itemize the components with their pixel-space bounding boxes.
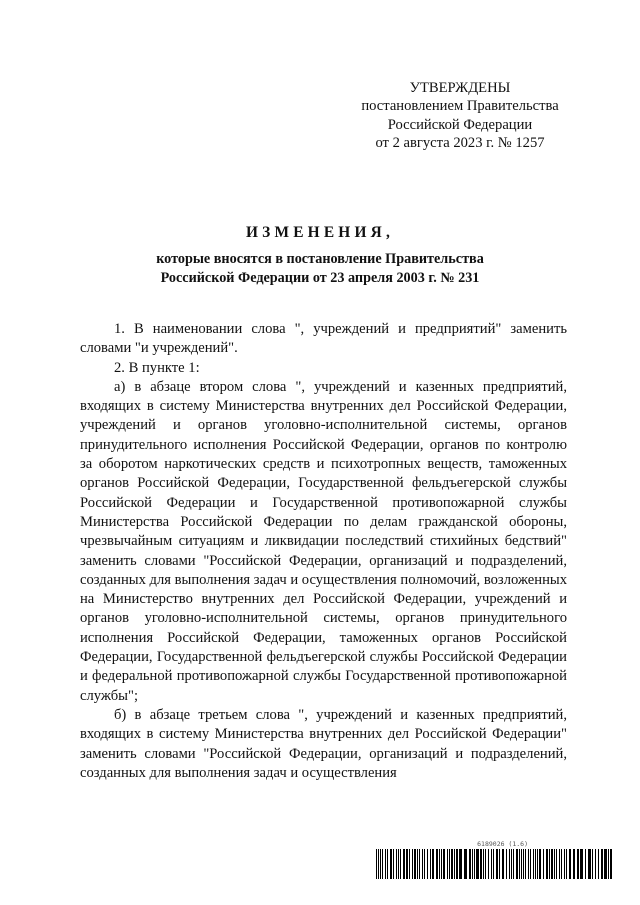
barcode-bar <box>595 849 596 879</box>
barcode-bar <box>561 849 562 879</box>
barcode-bar <box>577 849 579 879</box>
barcode-bar <box>441 849 442 879</box>
barcode-bar <box>580 849 583 879</box>
barcode-bar <box>412 849 413 879</box>
barcode-bar <box>443 849 445 879</box>
barcode-bar <box>499 849 500 879</box>
approval-decree: постановлением Правительства <box>361 98 559 115</box>
barcode-bar <box>525 849 526 879</box>
barcode-code: 6189026 (1.6) <box>477 840 528 848</box>
barcode-bar <box>447 849 448 879</box>
barcode-bar <box>573 849 575 879</box>
paragraph-4: б) в абзаце третьем слова ", учреждений и казенных предприятий, входящих в систему Министерства внутренних дел Российской Федерации" заменить словами "Российской Федерации, организаций и подразделений, созданных для выполнения задач и осуществления <box>80 706 567 781</box>
barcode-bar <box>496 849 498 879</box>
barcode-bar <box>539 849 541 879</box>
barcode-bar <box>488 849 489 879</box>
paragraph-2: 2. В пункте 1: <box>114 359 200 376</box>
barcode-bar <box>459 849 462 879</box>
barcode-bar <box>511 849 512 879</box>
barcode-bar <box>409 849 410 879</box>
approval-country: Российской Федерации <box>387 116 533 133</box>
barcode-bar <box>485 849 486 879</box>
barcode-bar <box>396 849 397 879</box>
barcode-bar <box>588 849 591 879</box>
barcode-bar <box>608 849 609 879</box>
barcode-bar <box>382 849 383 879</box>
barcode-bar <box>417 849 418 879</box>
barcode-bar <box>449 849 450 879</box>
barcode-bar <box>406 849 408 879</box>
barcode-bar <box>419 849 420 879</box>
barcode-bar <box>519 849 520 879</box>
barcode-bar <box>569 849 571 879</box>
barcode-bar <box>556 849 557 879</box>
barcode-bar <box>491 849 492 879</box>
barcode-bar <box>549 849 550 879</box>
barcode-bar <box>559 849 560 879</box>
barcode-bar <box>604 849 607 879</box>
barcode-bar <box>610 849 612 879</box>
barcode-bar <box>451 849 453 879</box>
subtitle-line-1: которые вносятся в постановление Правительства <box>156 251 484 267</box>
barcode-bar <box>502 849 504 879</box>
barcode-bar <box>535 849 536 879</box>
barcode-bar <box>454 849 455 879</box>
barcode-bar <box>523 849 524 879</box>
barcode-bar <box>469 849 471 879</box>
barcode-bar <box>400 849 401 879</box>
barcode-bar <box>564 849 565 879</box>
barcode-bar <box>533 849 534 879</box>
barcode-bar <box>585 849 586 879</box>
barcode-bar <box>436 849 438 879</box>
barcode-bar <box>472 849 473 879</box>
barcode-icon <box>376 849 614 879</box>
barcode-bar <box>528 849 529 879</box>
barcode-bar <box>480 849 482 879</box>
barcode-bar <box>390 849 392 879</box>
barcode-bar <box>513 849 514 879</box>
barcode-bar <box>430 849 431 879</box>
barcode-bar <box>537 849 538 879</box>
barcode-bar <box>566 849 567 879</box>
approval-heading: УТВЕРЖДЕНЫ <box>409 80 511 96</box>
barcode-bar <box>424 849 425 879</box>
approval-date-number: от 2 августа 2023 г. № 1257 <box>375 135 545 152</box>
barcode-bar <box>530 849 531 879</box>
approval-block <box>340 79 580 153</box>
subtitle-line-2: Российской Федерации от 23 апреля 2003 г. № 231 <box>160 270 480 286</box>
barcode-bar <box>385 849 386 879</box>
barcode-bar <box>393 849 394 879</box>
barcode-bar <box>592 849 593 879</box>
barcode-bar <box>422 849 423 879</box>
barcode-bar <box>476 849 479 879</box>
barcode-bar <box>516 849 518 879</box>
paragraph-3: а) в абзаце втором слова ", учреждений и казенных предприятий, входящих в систему Министерства внутренних дел Российской Федерации, учреждений и органов уголовно-исполнительной системы, органов принудительного исполнения Российской Федерации, органов по контролю за оборотом наркотических средств и психотропных веществ, таможенных органов Российской Федерации, Государственной фельдъегерской службы Российской Федерации и Государственной противопожарной службы Министерства Российской Федерации по делам гражданской обороны, чрезвычайным ситуациям и ликвидации последствий стихийных бедствий" заменить словами "Российской Федерации, организаций и подразделений, созданных для выполнения задач и осуществления полномочий, возложенных на Министерство внутренних дел Российской Федерации, учреждений и органов уголовно-исполнительной системы, органов принудительного исполнения Российской Федерации, таможенных органов Российской Федерации, Государственной фельдъегерской службы Российской Федерации и федеральной противопожарной службы Государственной противопожарной службы"; <box>80 378 567 704</box>
document-subtitle <box>0 250 640 288</box>
barcode-bar <box>483 849 484 879</box>
barcode-bar <box>601 849 603 879</box>
barcode-bar <box>403 849 405 879</box>
barcode-bar <box>509 849 510 879</box>
barcode-bar <box>414 849 416 879</box>
document-body <box>80 320 567 783</box>
barcode-bar <box>427 849 428 879</box>
barcode-bar <box>554 849 555 879</box>
barcode-bar <box>432 849 434 879</box>
barcode-bar <box>506 849 507 879</box>
barcode-bar <box>398 849 399 879</box>
document-title: ИЗМЕНЕНИЯ, <box>245 224 395 241</box>
barcode-bar <box>464 849 467 879</box>
barcode-block <box>376 840 614 879</box>
barcode-bar <box>598 849 599 879</box>
barcode-bar <box>376 849 377 879</box>
barcode-bar <box>521 849 522 879</box>
barcode-bar <box>380 849 381 879</box>
barcode-bar <box>551 849 553 879</box>
barcode-bar <box>387 849 388 879</box>
barcode-bar <box>439 849 440 879</box>
paragraph-1: 1. В наименовании слова ", учреждений и предприятий" заменить словами "и учреждений". <box>80 321 567 357</box>
barcode-bar <box>474 849 475 879</box>
barcode-bar <box>493 849 494 879</box>
barcode-bar <box>546 849 548 879</box>
barcode-bar <box>378 849 379 879</box>
barcode-bar <box>543 849 544 879</box>
barcode-bar <box>456 849 458 879</box>
